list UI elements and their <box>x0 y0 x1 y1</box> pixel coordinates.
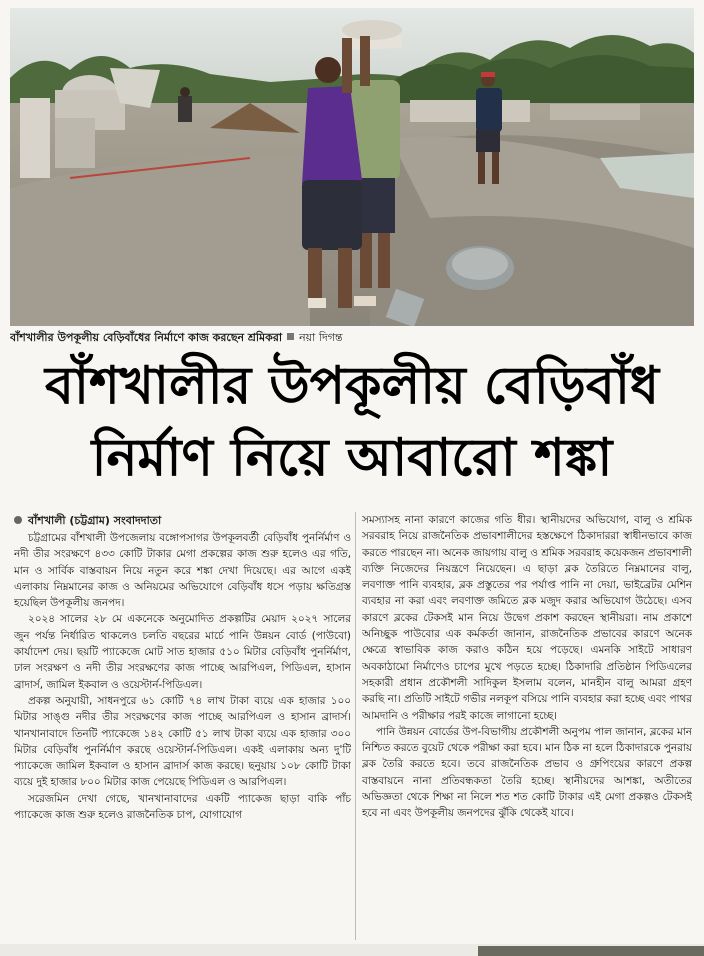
bottom-strip <box>0 944 704 956</box>
paragraph: সমস্যাসহ নানা কারণে কাজের গতি ধীর। স্থানীয়দের অভিযোগ, বালু ও শ্রমিক সরবরাহ নিয়ে রাজনৈতিক প্রভাবশালীদের হস্তক্ষেপে ঠিকাদাররা স্বাধীনভাবে কাজ করতে পারছেন না। অনেক জায়গায় বালু ও শ্রমিক সরবরাহ কয়েকজন প্রভাবশালী ব্যক্তি নিজেদের নিয়ন্ত্রণে নিয়েছেন। এ ছাড়া ব্লক তৈরিতে নিম্নমানের বালু, লবণাক্ত পানি ব্যবহার, ব্লক প্রস্তুতের পর পর্যাপ্ত পানি না দেয়া, ভাইব্রেটর মেশিন ব্যবহার না করা এবং লবণাক্ত জমিতে ব্লক মজুদ করার অভিযোগ উঠেছে। এসব কারণে ব্লকের টেকসই মান নিয়ে উদ্বেগ প্রকাশ করছেন স্থানীয়রা। নাম প্রকাশে অনিচ্ছুক পাউবোর এক কর্মকর্তা জানান, রাজনৈতিক প্রভাবের কারণে অনেক ক্ষেত্রে স্বাভাবিক কাজ করাও কঠিন হয়ে পড়েছে। এমনকি সাইটে সাধারণ অবকাঠামো নির্মাণেও চাপের মুখে পড়তে হচ্ছে। ঠিকাদারি প্রতিষ্ঠান পিডিএলের সহকারী প্রধান প্রকৌশলী সাদিকুল ইসলাম বলেন, মানহীন বালু আমরা গ্রহণ করছি না। প্রতিটি সাইটে গভীর নলকূপ বসিয়ে পানি ব্যবহার করা হচ্ছে এবং পাথর আমদানি ও পরীক্ষার পরই কাজে লাগানো হচ্ছে। <box>362 514 692 722</box>
caption-text: বাঁশখালীর উপকূলীয় বেড়িবাঁধের নির্মাণে কাজ করছেন শ্রমিকরা <box>10 331 283 344</box>
next-photo-edge <box>478 946 704 956</box>
headline-line-2: নির্মাণ নিয়ে আবারো শঙ্কা <box>91 427 613 488</box>
column-divider <box>355 512 356 940</box>
caption-separator-icon <box>287 333 294 340</box>
photo-scene-icon <box>10 8 694 326</box>
paragraph: ২০২৪ সালের ২৮ মে একনেকে অনুমোদিত প্রকল্পটির মেয়াদ ২০২৭ সালের জুন পর্যন্ত নির্ধারিত থাকলেও চলতি বছরের মার্চে পানি উন্নয়ন বোর্ড (পাউবো) কার্যাদেশ দেয়। ছয়টি প্যাকেজে মোট সাত হাজার ৫১০ মিটার বেড়িবাঁধ পুনর্নির্মাণ, ঢাল সংরক্ষণ ও নদী তীর সংরক্ষণের কাজ পাচ্ছে আরপিএল, পিডিএল, হাসান ব্রাদার্স, জামিল ইকবাল ও ওয়েস্টার্ন-পিডিএল। <box>14 613 351 691</box>
byline <box>14 512 161 531</box>
paragraph: পানি উন্নয়ন বোর্ডের উপ-বিভাগীয় প্রকৌশলী অনুপম পাল জানান, ব্লকের মান নিশ্চিত করতে বুয়েট থেকে পরীক্ষা করা হবে। মান ঠিক না হলে ঠিকাদারকে পুনরায় ব্লক তৈরি করতে হবে। তবে রাজনৈতিক প্রভাব ও গ্রুপিংয়ের কারণে প্রকল্প বাস্তবায়নে নানা প্রতিবন্ধকতা তৈরি হচ্ছে। স্থানীয়দের আশঙ্কা, অতীতের অভিজ্ঞতা থেকে শিক্ষা না নিলে শত শত কোটি টাকার এই মেগা প্রকল্পও টেকসই হবে না এবং উপকূলীয় জনপদের ঝুঁকি থেকেই যাবে। <box>362 725 692 820</box>
article-column-left <box>14 530 351 940</box>
paragraph: প্রকল্প অনুযায়ী, সাধনপুরে ৬১ কোটি ৭৪ লাখ টাকা ব্যয়ে এক হাজার ১০০ মিটার সাঙ্গু নদীর তীর সংরক্ষণের কাজ পাচ্ছে আরপিএল ও হাসান ব্রাদার্স। খানখানাবাদে তিনটি প্যাকেজে ১৪২ কোটি ৫১ লাখ টাকা ব্যয়ে এক হাজার ৩০০ মিটার বেড়িবাঁধ পুনর্নির্মাণ করছে ওয়েস্টার্ন-পিডিএল। একই এলাকায় অন্য দু'টি প্যাকেজে জামিল ইকবাল ও হাসান ব্রাদার্স কাজ করছে। ছনুয়ায় ১০৮ কোটি টাকা ব্যয়ে দুই হাজার ৮০০ মিটার কাজ পেয়েছে পিডিএল ও আরপিএল। <box>14 694 351 789</box>
paragraph: চট্টগ্রামের বাঁশখালী উপজেলায় বঙ্গোপসাগর উপকূলবর্তী বেড়িবাঁধ পুনর্নির্মাণ ও নদী তীর সংরক্ষণে ৪৩৩ কোটি টাকার মেগা প্রকল্পের কাজ শুরু হলেও এর গতি, মান ও সার্বিক বাস্তবায়ন নিয়ে নতুন করে শঙ্কা দেখা দিয়েছে। এর আগে একই এলাকায় নিম্নমানের কাজ ও অনিয়মের অভিযোগে বেড়িবাঁধ ধসে পড়ায় ক্ষতিগ্রস্ত হয়েছিল উপকূলীয় জনপদ। <box>14 532 351 610</box>
photo-caption <box>10 329 694 347</box>
byline-text: বাঁশখালী (চট্টগ্রাম) সংবাদদাতা <box>28 514 162 527</box>
headline <box>0 350 704 494</box>
bullet-icon <box>14 516 22 524</box>
headline-line-1: বাঁশখালীর উপকূলীয় বেড়িবাঁধ <box>44 355 660 416</box>
photo-credit: নয়া দিগন্ত <box>299 331 343 344</box>
news-photo <box>10 8 694 326</box>
paragraph: সরেজমিন দেখা গেছে, খানখানাবাদের একটি প্যাকেজ ছাড়া বাকি পাঁচ প্যাকেজে কাজ শুরু হলেও রাজনৈতিক চাপ, যোগাযোগ <box>14 792 351 822</box>
article-column-right <box>362 512 692 942</box>
